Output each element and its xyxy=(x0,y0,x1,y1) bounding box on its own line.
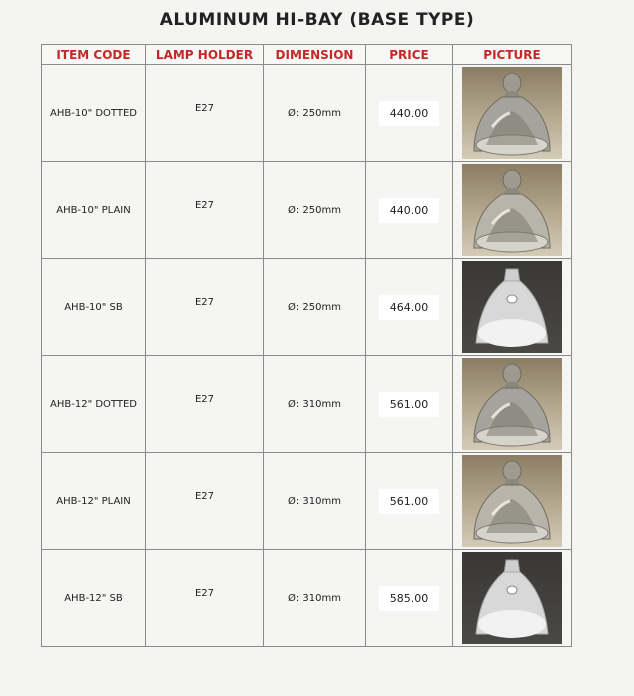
dimension-cell: Ø: 250mm xyxy=(264,162,366,259)
column-header-item-code: ITEM CODE xyxy=(42,45,146,65)
lamp-shade-illustration xyxy=(462,164,562,256)
item-code-cell: AHB-12" DOTTED xyxy=(42,356,146,453)
table-header-row xyxy=(42,45,572,65)
column-header-lamp-holder: LAMP HOLDER xyxy=(146,45,264,65)
product-table xyxy=(41,44,572,647)
price-cell xyxy=(366,65,453,162)
lamp-holder-value: E27 xyxy=(194,491,215,502)
picture-cell xyxy=(453,356,572,453)
price-cell xyxy=(366,162,453,259)
lamp-shade-illustration xyxy=(462,455,562,547)
lamp-shade-illustration xyxy=(462,358,562,450)
item-code-cell: AHB-12" PLAIN xyxy=(42,453,146,550)
lamp-shade-illustration xyxy=(462,261,562,353)
lamp-photo xyxy=(462,455,562,547)
lamp-holder-cell xyxy=(146,356,264,453)
lamp-holder-cell xyxy=(146,550,264,647)
lamp-shade-illustration xyxy=(462,552,562,644)
picture-cell xyxy=(453,550,572,647)
lamp-photo xyxy=(462,164,562,256)
lamp-holder-value: E27 xyxy=(194,588,215,599)
table-row xyxy=(42,356,572,453)
item-code-cell: AHB-10" SB xyxy=(42,259,146,356)
price-value: 440.00 xyxy=(379,101,439,126)
lamp-holder-value: E27 xyxy=(194,297,215,308)
dimension-cell: Ø: 310mm xyxy=(264,453,366,550)
picture-cell xyxy=(453,453,572,550)
price-cell xyxy=(366,356,453,453)
lamp-holder-value: E27 xyxy=(194,103,215,114)
lamp-photo xyxy=(462,358,562,450)
page-title: ALUMINUM HI-BAY (BASE TYPE) xyxy=(159,10,475,30)
item-code-cell: AHB-10" DOTTED xyxy=(42,65,146,162)
lamp-photo xyxy=(462,261,562,353)
price-value: 561.00 xyxy=(379,489,439,514)
lamp-holder-cell xyxy=(146,162,264,259)
column-header-dimension: DIMENSION xyxy=(264,45,366,65)
lamp-holder-cell xyxy=(146,259,264,356)
table-row xyxy=(42,259,572,356)
lamp-holder-cell xyxy=(146,65,264,162)
lamp-photo xyxy=(462,552,562,644)
price-cell xyxy=(366,453,453,550)
picture-cell xyxy=(453,259,572,356)
price-value: 440.00 xyxy=(379,198,439,223)
price-value: 561.00 xyxy=(379,392,439,417)
lamp-shade-illustration xyxy=(462,67,562,159)
table-row xyxy=(42,453,572,550)
dimension-cell: Ø: 250mm xyxy=(264,65,366,162)
price-value: 585.00 xyxy=(379,586,439,611)
price-value: 464.00 xyxy=(379,295,439,320)
picture-cell xyxy=(453,65,572,162)
table-row xyxy=(42,550,572,647)
lamp-photo xyxy=(462,67,562,159)
item-code-cell: AHB-12" SB xyxy=(42,550,146,647)
dimension-cell: Ø: 310mm xyxy=(264,356,366,453)
price-cell xyxy=(366,259,453,356)
dimension-cell: Ø: 250mm xyxy=(264,259,366,356)
column-header-price: PRICE xyxy=(366,45,453,65)
picture-cell xyxy=(453,162,572,259)
price-cell xyxy=(366,550,453,647)
table-row xyxy=(42,162,572,259)
table-row xyxy=(42,65,572,162)
lamp-holder-value: E27 xyxy=(194,394,215,405)
column-header-picture: PICTURE xyxy=(453,45,572,65)
item-code-cell: AHB-10" PLAIN xyxy=(42,162,146,259)
dimension-cell: Ø: 310mm xyxy=(264,550,366,647)
lamp-holder-cell xyxy=(146,453,264,550)
lamp-holder-value: E27 xyxy=(194,200,215,211)
